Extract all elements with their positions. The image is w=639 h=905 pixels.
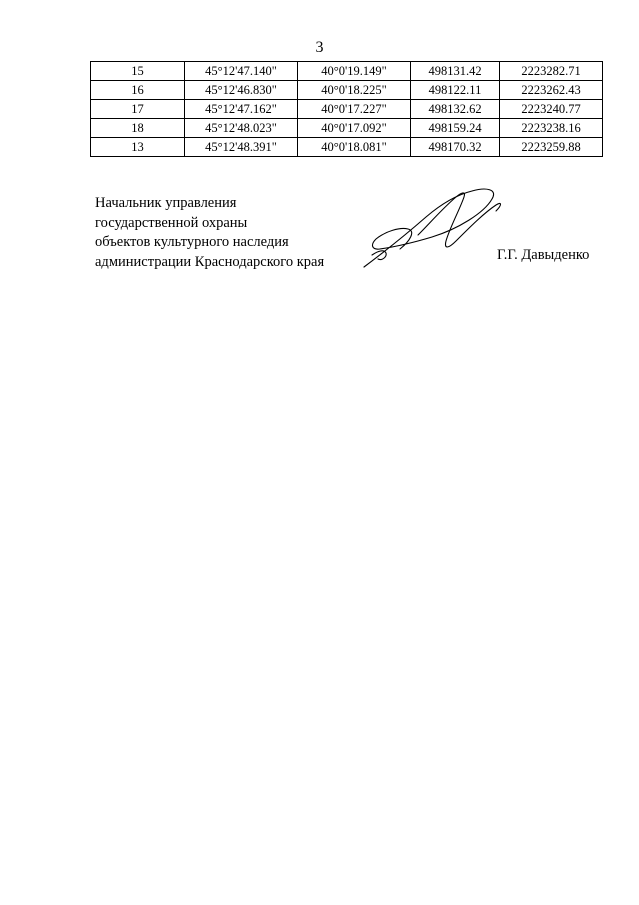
longitude-cell: 40°0'19.149": [298, 62, 411, 81]
x-coordinate-cell: 498132.62: [411, 100, 500, 119]
table-row: [91, 81, 603, 100]
signer-position-line: администрации Краснодарского края: [95, 253, 325, 270]
table-row: [91, 62, 603, 81]
signer-position-line: объектов культурного наследия: [95, 234, 289, 250]
y-coordinate-cell: 2223259.88: [500, 138, 603, 157]
longitude-cell: 40°0'17.092": [298, 119, 411, 138]
point-number-cell: 17: [91, 100, 185, 119]
coordinates-table: [90, 61, 603, 157]
signer-position: [95, 194, 324, 272]
latitude-cell: 45°12'46.830": [185, 81, 298, 100]
x-coordinate-cell: 498159.24: [411, 119, 500, 138]
point-number-cell: 13: [91, 138, 185, 157]
signer-name: Г.Г. Давыденко: [497, 247, 590, 263]
table-row: [91, 100, 603, 119]
handwritten-signature: [360, 183, 505, 273]
latitude-cell: 45°12'48.391": [185, 138, 298, 157]
page-number: 3: [315, 39, 324, 56]
longitude-cell: 40°0'18.225": [298, 81, 411, 100]
point-number-cell: 18: [91, 119, 185, 138]
y-coordinate-cell: 2223262.43: [500, 81, 603, 100]
longitude-cell: 40°0'17.227": [298, 100, 411, 119]
signer-position-line: государственной охраны: [95, 214, 248, 231]
latitude-cell: 45°12'47.162": [185, 100, 298, 119]
table-row: [91, 138, 603, 157]
latitude-cell: 45°12'47.140": [185, 62, 298, 81]
y-coordinate-cell: 2223282.71: [500, 62, 603, 81]
point-number-cell: 15: [91, 62, 185, 81]
x-coordinate-cell: 498170.32: [411, 138, 500, 157]
x-coordinate-cell: 498131.42: [411, 62, 500, 81]
point-number-cell: 16: [91, 81, 185, 100]
y-coordinate-cell: 2223240.77: [500, 100, 603, 119]
table-row: [91, 119, 603, 138]
longitude-cell: 40°0'18.081": [298, 138, 411, 157]
x-coordinate-cell: 498122.11: [411, 81, 500, 100]
y-coordinate-cell: 2223238.16: [500, 119, 603, 138]
signer-position-line: Начальник управления: [95, 195, 237, 211]
latitude-cell: 45°12'48.023": [185, 119, 298, 138]
